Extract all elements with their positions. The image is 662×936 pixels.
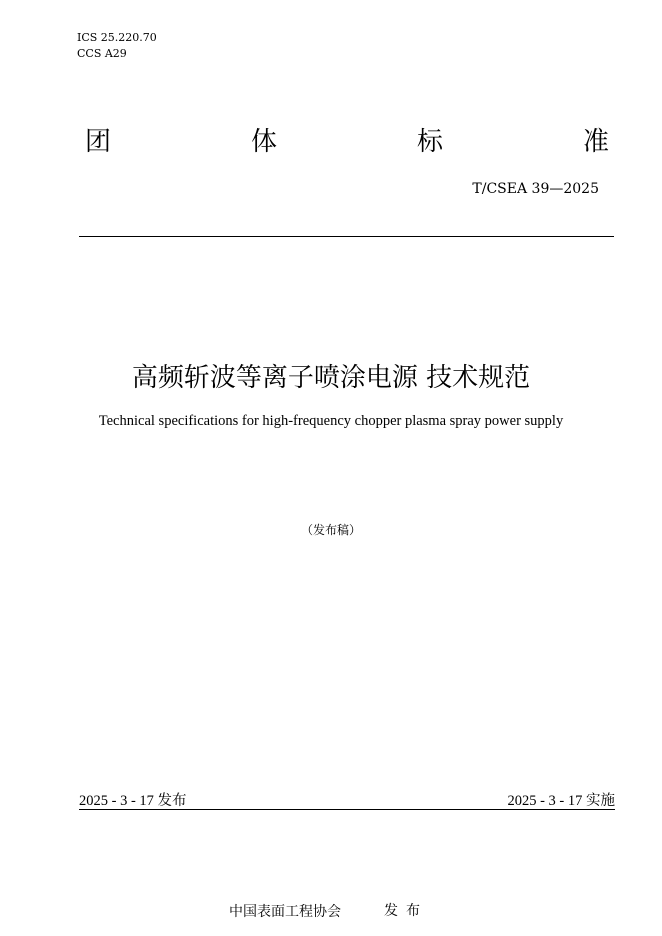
publish-date: 2025 - 3 - 17 发布 xyxy=(79,793,187,809)
heading-char: 准 xyxy=(582,127,609,157)
bottom-divider xyxy=(79,809,615,810)
publisher-name: 中国表面工程协会 xyxy=(229,904,341,920)
ccs-code: CCS A29 xyxy=(77,47,127,60)
heading-char: 体 xyxy=(250,127,277,157)
heading-char: 标 xyxy=(416,127,443,157)
implement-date: 2025 - 3 - 17 实施 xyxy=(507,793,615,809)
heading-char: 团 xyxy=(85,127,112,157)
ics-code: ICS 25.220.70 xyxy=(77,31,157,44)
publish-label: 发布 xyxy=(384,903,428,919)
top-divider xyxy=(79,236,614,237)
draft-status: （发布稿） xyxy=(300,523,361,537)
document-title-cn: 高频斩波等离子喷涂电源 技术规范 xyxy=(131,363,531,393)
document-title-en: Technical specifications for high-frequency chopper plasma spray power supply xyxy=(98,413,564,429)
standard-number: T/CSEA 39—2025 xyxy=(472,181,599,197)
standard-type-heading xyxy=(85,126,609,158)
